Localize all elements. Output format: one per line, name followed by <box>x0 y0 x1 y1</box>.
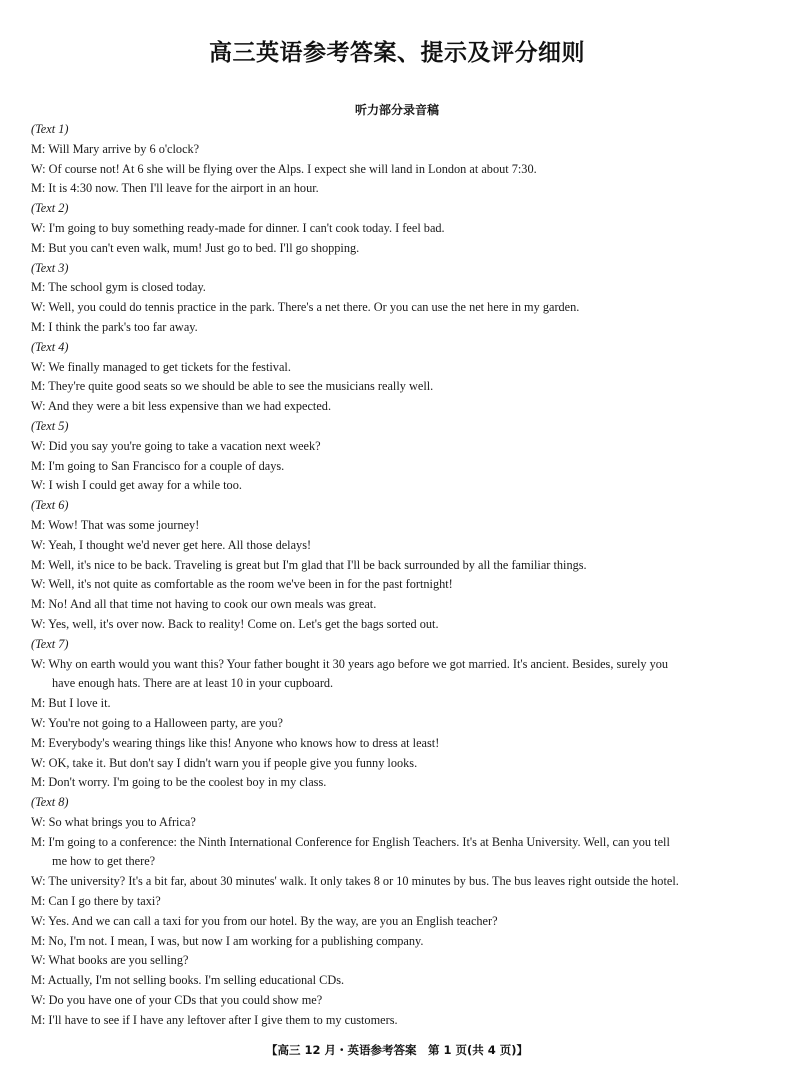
transcript-line: M: No! And all that time not having to cook our own meals was great. <box>31 597 377 612</box>
transcript-line: W: Yeah, I thought we'd never get here. All those delays! <box>31 537 312 552</box>
transcript-line: W: Well, it's not quite as comfortable as the room we've been in for the past fortnight! <box>31 577 453 592</box>
transcript-line: W: Do you have one of your CDs that you could show me? <box>31 993 323 1008</box>
text-section-header: (Text 2) <box>31 201 69 216</box>
transcript-line: W: Well, you could do tennis practice in the park. There's a net there. Or you can use the net here in my garden. <box>31 300 580 315</box>
text-section-header: (Text 6) <box>31 498 69 513</box>
transcript-line: M: But you can't even walk, mum! Just go to bed. I'll go shopping. <box>31 240 360 255</box>
transcript-line: M: I'm going to San Francisco for a couple of days. <box>31 458 285 473</box>
transcript-line: W: So what brings you to Africa? <box>31 814 196 829</box>
transcript-line: W: And they were a bit less expensive than we had expected. <box>31 399 332 414</box>
transcript-line: M: The school gym is closed today. <box>31 280 206 295</box>
transcript-line: M: No, I'm not. I mean, I was, but now I am working for a publishing company. <box>31 933 424 948</box>
page-title: 高三英语参考答案、提示及评分细则 <box>209 40 585 66</box>
text-section-header: (Text 5) <box>31 418 69 433</box>
transcript-line: M: Don't worry. I'm going to be the coolest boy in my class. <box>31 775 327 790</box>
section-title: 听力部分录音稿 <box>354 103 439 117</box>
transcript-line: W: The university? It's a bit far, about 30 minutes' walk. It only takes 8 or 10 minutes by bus. The bus leaves right outside the hotel. <box>31 874 679 889</box>
transcript-line: W: What books are you selling? <box>31 953 189 968</box>
transcript-line: W: Yes, well, it's over now. Back to reality! Come on. Let's get the bags sorted out. <box>31 616 439 631</box>
transcript-line: M: I'm going to a conference: the Ninth International Conference for English Teachers. It's at Benha University. Well, can you tell <box>31 834 670 849</box>
transcript-line: W: You're not going to a Halloween party, are you? <box>31 715 283 730</box>
transcript-line: W: I'm going to buy something ready-made for dinner. I can't cook today. I feel bad. <box>31 220 445 235</box>
transcript-line: M: Wow! That was some journey! <box>31 517 200 532</box>
transcript-line: W: Yes. And we can call a taxi for you from our hotel. By the way, are you an English teacher? <box>31 913 498 928</box>
transcript-line: M: They're quite good seats so we should be able to see the musicians really well. <box>31 379 434 394</box>
transcript-body <box>31 120 771 1031</box>
transcript-line: M: Well, it's nice to be back. Traveling is great but I'm glad that I'll be back surrounded by all the familiar things. <box>31 557 587 572</box>
page-footer: 【高三 12 月・英语参考答案 第 1 页(共 4 页)】 <box>265 1043 529 1057</box>
transcript-line: W: I wish I could get away for a while too. <box>31 478 242 493</box>
transcript-line: M: I'll have to see if I have any leftover after I give them to my customers. <box>31 1012 398 1027</box>
transcript-line: M: But I love it. <box>31 696 111 711</box>
transcript-line: M: Can I go there by taxi? <box>31 894 161 909</box>
transcript-line: have enough hats. There are at least 10 in your cupboard. <box>52 676 334 691</box>
text-section-header: (Text 1) <box>31 122 69 136</box>
transcript-line: M: I think the park's too far away. <box>31 319 198 334</box>
text-section-header: (Text 3) <box>31 260 69 275</box>
transcript-line: W: We finally managed to get tickets for the festival. <box>31 359 291 374</box>
transcript-line: M: Everybody's wearing things like this! Anyone who knows how to dress at least! <box>31 735 440 750</box>
text-section-header: (Text 8) <box>31 795 69 810</box>
transcript-line: W: OK, take it. But don't say I didn't warn you if people give you funny looks. <box>31 755 418 770</box>
transcript-line: W: Of course not! At 6 she will be flying over the Alps. I expect she will land in London at about 7:30. <box>31 161 537 176</box>
transcript-line: M: Actually, I'm not selling books. I'm selling educational CDs. <box>31 973 345 988</box>
text-section-header: (Text 7) <box>31 636 69 651</box>
transcript-line: me how to get there? <box>52 854 156 869</box>
transcript-line: M: Will Mary arrive by 6 o'clock? <box>31 141 200 156</box>
transcript-line: M: It is 4:30 now. Then I'll leave for the airport in an hour. <box>31 181 319 196</box>
text-section-header: (Text 4) <box>31 339 69 354</box>
transcript-line: W: Why on earth would you want this? Your father bought it 30 years ago before we got married. It's ancient. Besides, surely you <box>31 656 669 671</box>
transcript-line: W: Did you say you're going to take a vacation next week? <box>31 438 321 453</box>
